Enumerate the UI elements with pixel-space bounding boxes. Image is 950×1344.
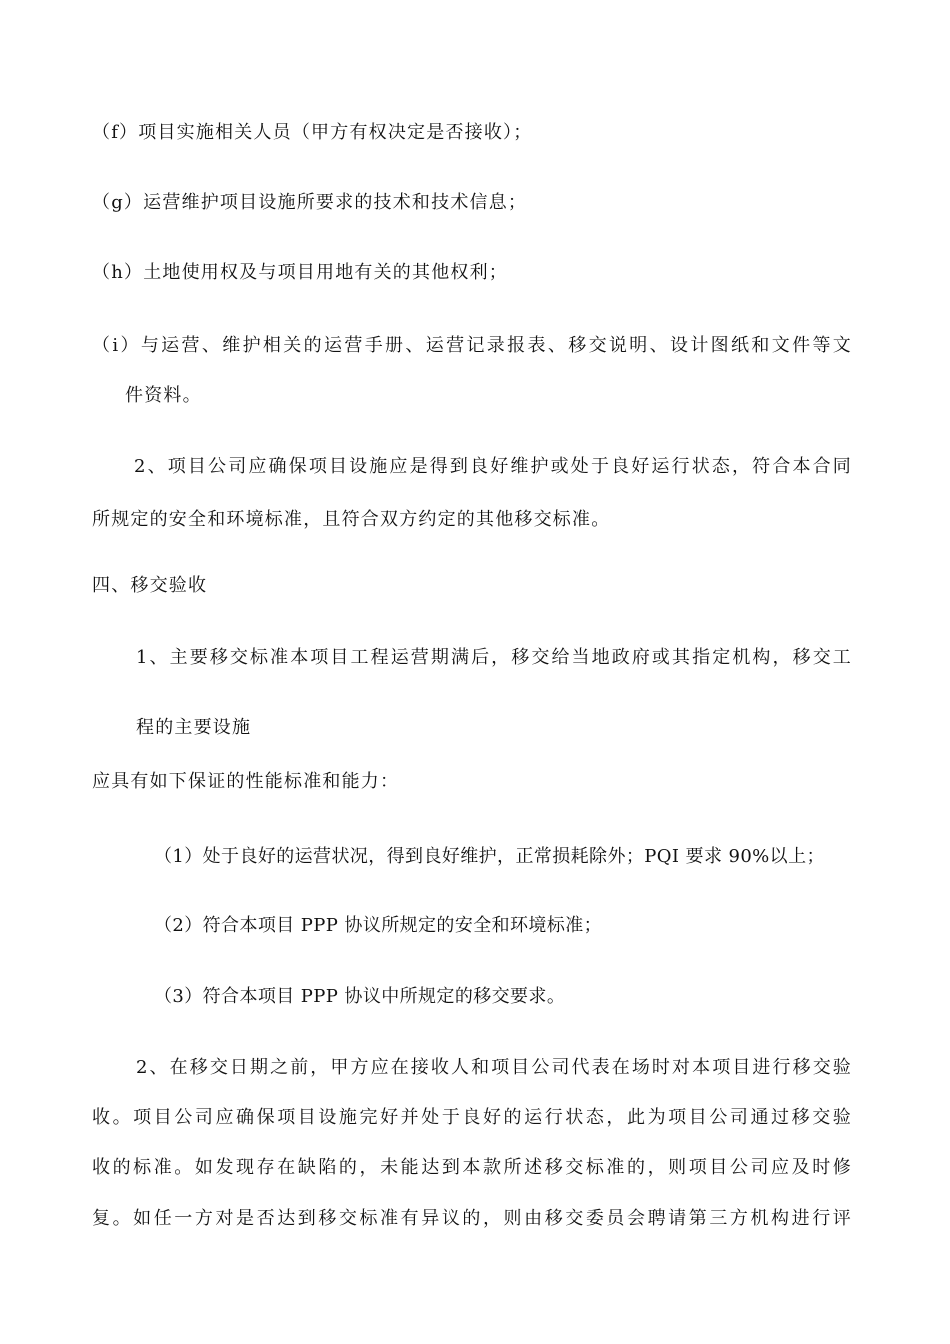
section-paragraph-1-line-2: 程的主要设施 xyxy=(136,717,252,738)
standard-item-3: （3）符合本项目 PPP 协议中所规定的移交要求。 xyxy=(154,986,566,1007)
list-item-h: （h）土地使用权及与项目用地有关的其他权利； xyxy=(92,262,508,283)
list-item-g: （g）运营维护项目设施所要求的技术和技术信息； xyxy=(92,192,528,213)
paragraph-2-line-2: 所规定的安全和环境标准，且符合双方约定的其他移交标准。 xyxy=(92,509,611,530)
section-paragraph-1-line-3: 应具有如下保证的性能标准和能力： xyxy=(92,771,400,792)
standard-item-1: （1）处于良好的运营状况，得到良好维护，正常损耗除外；PQI 要求 90%以上； xyxy=(154,846,825,867)
section-paragraph-2-line-3: 收的标准。如发现存在缺陷的，未能达到本款所述移交标准的，则项目公司应及时修 xyxy=(92,1157,852,1178)
list-item-i-line-2: 件资料。 xyxy=(125,385,202,406)
section-paragraph-2-line-2: 收。项目公司应确保项目设施完好并处于良好的运行状态，此为项目公司通过移交验 xyxy=(92,1107,852,1128)
list-item-i-line-1: （i）与运营、维护相关的运营手册、运营记录报表、移交说明、设计图纸和文件等文 xyxy=(92,335,852,356)
section-paragraph-2-line-1: 2、在移交日期之前，甲方应在接收人和项目公司代表在场时对本项目进行移交验 xyxy=(136,1057,852,1078)
section-heading: 四、移交验收 xyxy=(92,575,208,596)
section-paragraph-2-line-4: 复。如任一方对是否达到移交标准有异议的，则由移交委员会聘请第三方机构进行评 xyxy=(92,1208,852,1229)
list-item-f: （f）项目实施相关人员（甲方有权决定是否接收）； xyxy=(92,122,533,143)
standard-item-2: （2）符合本项目 PPP 协议所规定的安全和环境标准； xyxy=(154,915,603,936)
section-paragraph-1-line-1: 1、主要移交标准本项目工程运营期满后，移交给当地政府或其指定机构，移交工 xyxy=(136,647,852,668)
paragraph-2-line-1: 2、项目公司应确保项目设施应是得到良好维护或处于良好运行状态，符合本合同 xyxy=(134,456,852,477)
